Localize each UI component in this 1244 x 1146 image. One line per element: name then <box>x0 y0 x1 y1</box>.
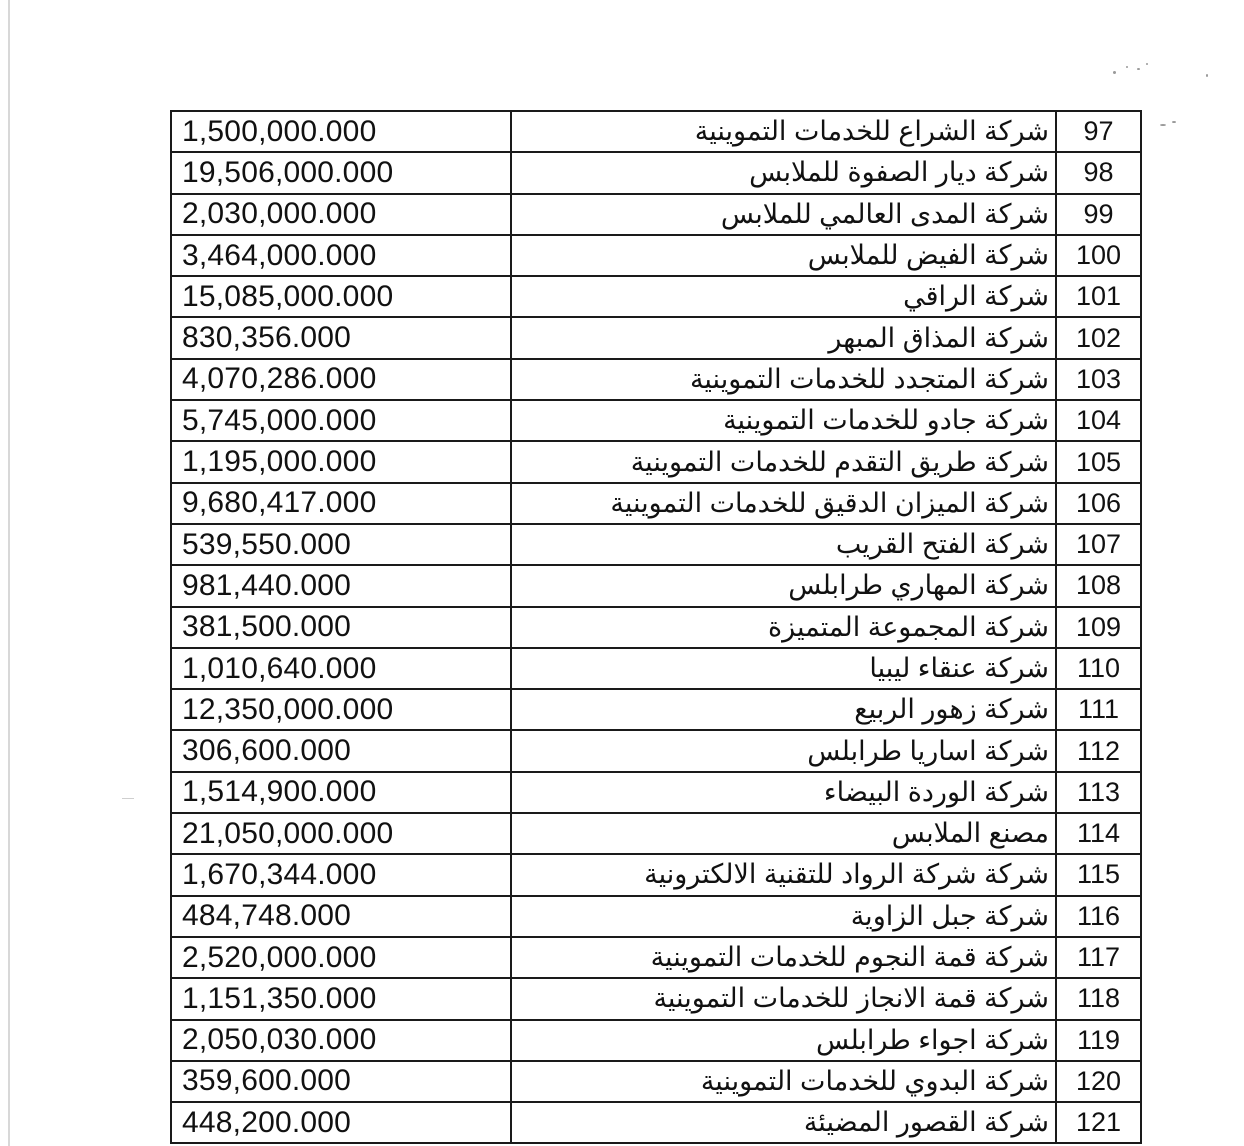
company-name-cell: شركة اجواء طرابلس <box>511 1020 1056 1061</box>
amount-cell: 1,195,000.000 <box>171 441 511 482</box>
table-row <box>171 813 1141 854</box>
table-row <box>171 152 1141 193</box>
row-number-cell: 107 <box>1056 524 1141 565</box>
amount-cell: 1,500,000.000 <box>171 111 511 152</box>
table-row <box>171 648 1141 689</box>
table-row <box>171 483 1141 524</box>
table-row <box>171 854 1141 895</box>
amount-cell: 3,464,000.000 <box>171 235 511 276</box>
row-number-cell: 121 <box>1056 1102 1141 1143</box>
table-row <box>171 317 1141 358</box>
amount-cell: 21,050,000.000 <box>171 813 511 854</box>
scan-speck <box>1126 66 1128 68</box>
table-row <box>171 359 1141 400</box>
amount-cell: 830,356.000 <box>171 317 511 358</box>
company-name-cell: شركة ديار الصفوة للملابس <box>511 152 1056 193</box>
row-number-cell: 118 <box>1056 978 1141 1019</box>
amount-cell: 359,600.000 <box>171 1061 511 1102</box>
amount-cell: 1,670,344.000 <box>171 854 511 895</box>
table-row <box>171 937 1141 978</box>
table-row <box>171 441 1141 482</box>
amount-cell: 1,010,640.000 <box>171 648 511 689</box>
amount-cell: 1,514,900.000 <box>171 772 511 813</box>
amount-cell: 539,550.000 <box>171 524 511 565</box>
company-name-cell: شركة المدى العالمي للملابس <box>511 194 1056 235</box>
company-name-cell: شركة المذاق المبهر <box>511 317 1056 358</box>
amount-cell: 448,200.000 <box>171 1102 511 1143</box>
table-row <box>171 400 1141 441</box>
company-name-cell: شركة جادو للخدمات التموينية <box>511 400 1056 441</box>
row-number-cell: 106 <box>1056 483 1141 524</box>
company-name-cell: شركة عنقاء ليبيا <box>511 648 1056 689</box>
table-row <box>171 235 1141 276</box>
amount-cell: 9,680,417.000 <box>171 483 511 524</box>
scan-speck <box>1172 121 1176 123</box>
amount-cell: 4,070,286.000 <box>171 359 511 400</box>
table-row <box>171 1061 1141 1102</box>
company-name-cell: شركة الفتح القريب <box>511 524 1056 565</box>
amount-cell: 484,748.000 <box>171 896 511 937</box>
row-number-cell: 113 <box>1056 772 1141 813</box>
row-number-cell: 104 <box>1056 400 1141 441</box>
amount-cell: 2,030,000.000 <box>171 194 511 235</box>
table-row <box>171 772 1141 813</box>
company-name-cell: شركة شركة الرواد للتقنية الالكترونية <box>511 854 1056 895</box>
company-name-cell: شركة الوردة البيضاء <box>511 772 1056 813</box>
row-number-cell: 109 <box>1056 607 1141 648</box>
scan-speck <box>1146 63 1148 65</box>
company-name-cell: شركة جبل الزاوية <box>511 896 1056 937</box>
amount-cell: 5,745,000.000 <box>171 400 511 441</box>
company-name-cell: شركة المجموعة المتميزة <box>511 607 1056 648</box>
table-row <box>171 689 1141 730</box>
companies-amounts-table <box>170 110 1142 1144</box>
amount-cell: 15,085,000.000 <box>171 276 511 317</box>
scan-speck <box>1206 74 1208 77</box>
company-name-cell: مصنع الملابس <box>511 813 1056 854</box>
amount-cell: 19,506,000.000 <box>171 152 511 193</box>
row-number-cell: 102 <box>1056 317 1141 358</box>
company-name-cell: شركة القصور المضيئة <box>511 1102 1056 1143</box>
company-name-cell: شركة المهاري طرابلس <box>511 565 1056 606</box>
table-row <box>171 978 1141 1019</box>
company-name-cell: شركة البدوي للخدمات التموينية <box>511 1061 1056 1102</box>
scan-speck <box>1160 124 1166 126</box>
company-name-cell: شركة طريق التقدم للخدمات التموينية <box>511 441 1056 482</box>
row-number-cell: 97 <box>1056 111 1141 152</box>
row-number-cell: 108 <box>1056 565 1141 606</box>
row-number-cell: 98 <box>1056 152 1141 193</box>
row-number-cell: 111 <box>1056 689 1141 730</box>
row-number-cell: 101 <box>1056 276 1141 317</box>
row-number-cell: 117 <box>1056 937 1141 978</box>
table-row <box>171 194 1141 235</box>
table-row <box>171 111 1141 152</box>
company-name-cell: شركة قمة الانجاز للخدمات التموينية <box>511 978 1056 1019</box>
table-row <box>171 730 1141 771</box>
company-name-cell: شركة اساريا طرابلس <box>511 730 1056 771</box>
table-row <box>171 607 1141 648</box>
table-row <box>171 1020 1141 1061</box>
row-number-cell: 120 <box>1056 1061 1141 1102</box>
table-row <box>171 276 1141 317</box>
row-number-cell: 99 <box>1056 194 1141 235</box>
table-row <box>171 1102 1141 1143</box>
row-number-cell: 115 <box>1056 854 1141 895</box>
scan-edge-line <box>8 0 10 1146</box>
amount-cell: 2,520,000.000 <box>171 937 511 978</box>
row-number-cell: 105 <box>1056 441 1141 482</box>
row-number-cell: 103 <box>1056 359 1141 400</box>
company-name-cell: شركة المتجدد للخدمات التموينية <box>511 359 1056 400</box>
table-row <box>171 524 1141 565</box>
amount-cell: 981,440.000 <box>171 565 511 606</box>
row-number-cell: 110 <box>1056 648 1141 689</box>
scan-speck <box>1137 68 1140 70</box>
table-row <box>171 896 1141 937</box>
amount-cell: 381,500.000 <box>171 607 511 648</box>
amount-cell: 2,050,030.000 <box>171 1020 511 1061</box>
row-number-cell: 114 <box>1056 813 1141 854</box>
company-name-cell: شركة قمة النجوم للخدمات التموينية <box>511 937 1056 978</box>
table-body <box>171 111 1141 1143</box>
table-row <box>171 565 1141 606</box>
company-name-cell: شركة الميزان الدقيق للخدمات التموينية <box>511 483 1056 524</box>
row-number-cell: 112 <box>1056 730 1141 771</box>
amount-cell: 306,600.000 <box>171 730 511 771</box>
row-number-cell: 119 <box>1056 1020 1141 1061</box>
company-name-cell: شركة زهور الربيع <box>511 689 1056 730</box>
row-number-cell: 116 <box>1056 896 1141 937</box>
scan-speck <box>122 798 134 799</box>
amount-cell: 1,151,350.000 <box>171 978 511 1019</box>
scan-speck <box>1113 71 1116 74</box>
company-name-cell: شركة الشراع للخدمات التموينية <box>511 111 1056 152</box>
row-number-cell: 100 <box>1056 235 1141 276</box>
company-name-cell: شركة الراقي <box>511 276 1056 317</box>
company-name-cell: شركة الفيض للملابس <box>511 235 1056 276</box>
amount-cell: 12,350,000.000 <box>171 689 511 730</box>
